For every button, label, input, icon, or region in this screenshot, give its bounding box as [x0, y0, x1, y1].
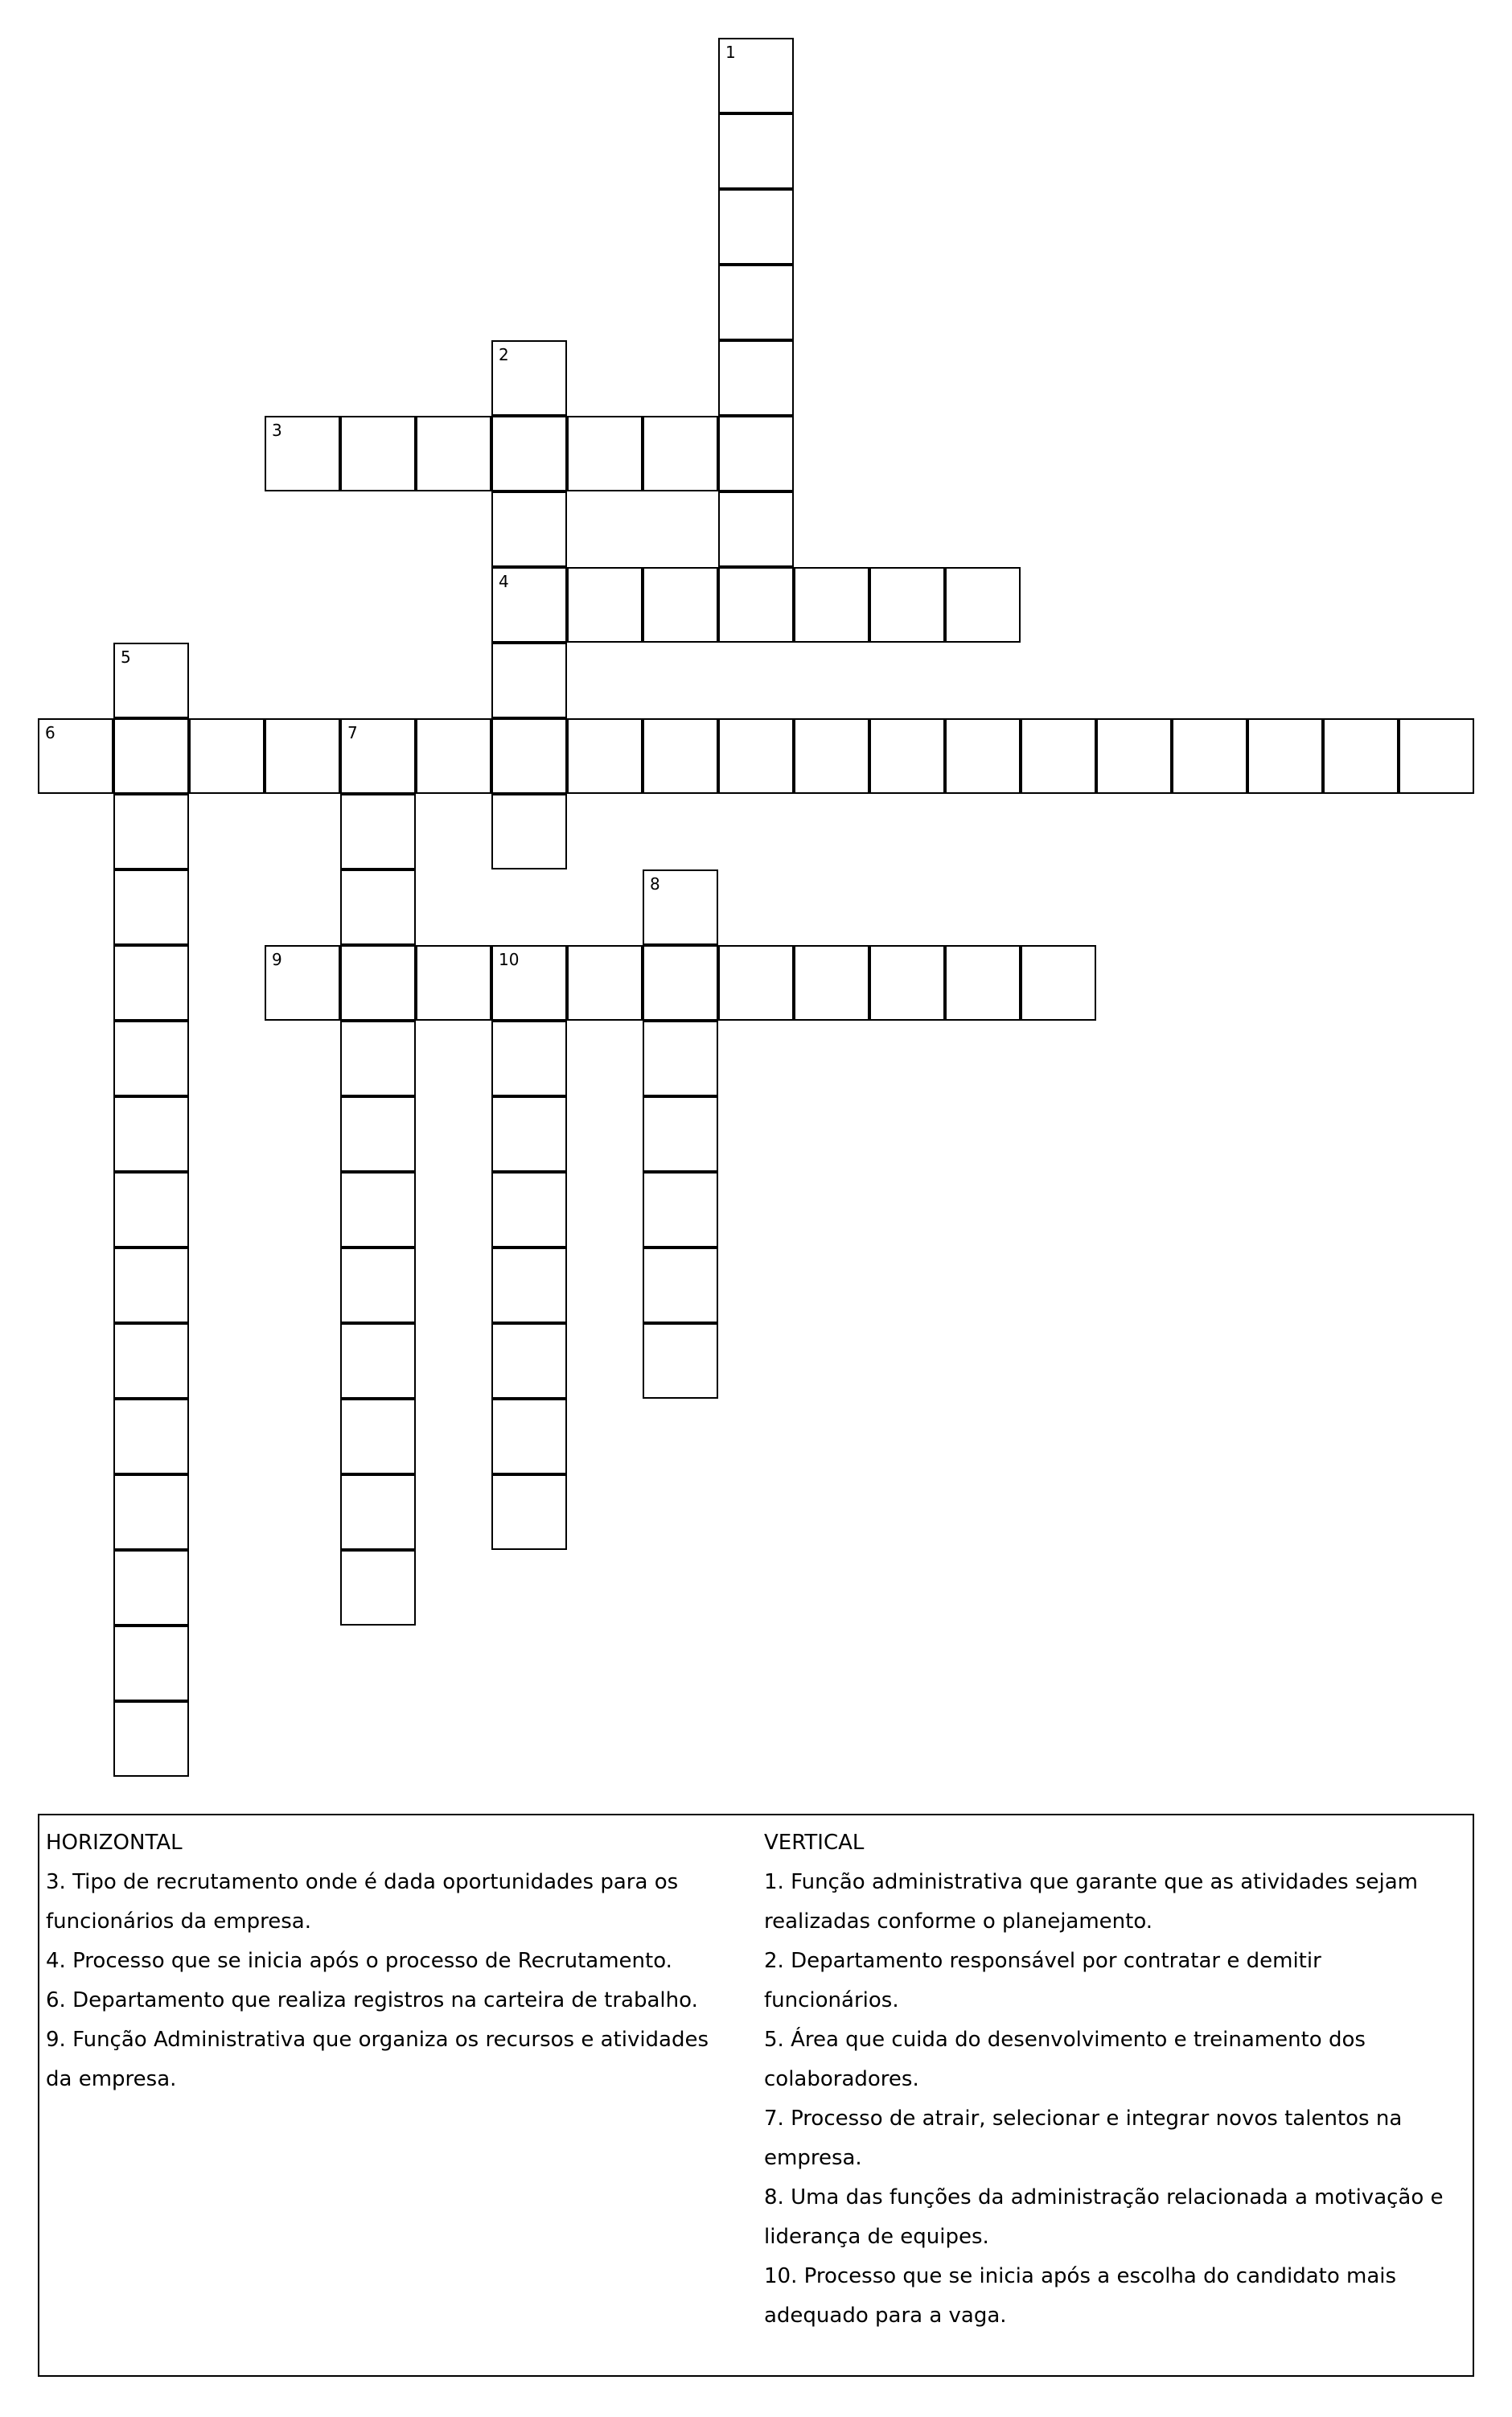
crossword-cell[interactable]	[718, 265, 794, 340]
crossword-cell[interactable]	[1323, 718, 1399, 794]
crossword-cell[interactable]	[491, 1399, 567, 1474]
crossword-cell[interactable]	[643, 718, 718, 794]
crossword-cell[interactable]	[567, 718, 643, 794]
crossword-cell[interactable]	[113, 869, 189, 945]
clue-line: funcionários da empresa.	[46, 1909, 311, 1934]
crossword-cell[interactable]	[113, 643, 189, 718]
crossword-cell[interactable]	[113, 1172, 189, 1248]
crossword-cell[interactable]	[718, 340, 794, 416]
crossword-cell[interactable]	[794, 718, 869, 794]
clue-line: 4. Processo que se inicia após o processo de Recrutamento.	[46, 1949, 672, 1973]
crossword-cell[interactable]	[491, 567, 567, 643]
crossword-cell[interactable]	[113, 1021, 189, 1096]
crossword-cell[interactable]	[718, 945, 794, 1021]
clue-number: 9	[272, 950, 282, 969]
crossword-cell[interactable]	[265, 945, 340, 1021]
crossword-cell[interactable]	[643, 945, 718, 1021]
crossword-cell[interactable]	[794, 567, 869, 643]
crossword-cell[interactable]	[113, 1474, 189, 1550]
clue-line: liderança de equipes.	[764, 2225, 989, 2249]
crossword-cell[interactable]	[340, 1096, 416, 1172]
crossword-cell[interactable]	[869, 945, 945, 1021]
crossword-cell[interactable]	[1172, 718, 1247, 794]
crossword-cell[interactable]	[113, 1701, 189, 1777]
crossword-cell[interactable]	[643, 869, 718, 945]
crossword-cell[interactable]	[491, 1021, 567, 1096]
crossword-cell[interactable]	[567, 945, 643, 1021]
clue-line: empresa.	[764, 2146, 862, 2170]
clue-line: 6. Departamento que realiza registros na carteira de trabalho.	[46, 1988, 698, 2012]
clue-number: 5	[121, 647, 131, 667]
clue-number: 8	[650, 874, 660, 894]
crossword-cell[interactable]	[340, 1399, 416, 1474]
crossword-cell[interactable]	[416, 718, 491, 794]
crossword-cell[interactable]	[113, 1399, 189, 1474]
crossword-cell[interactable]	[113, 794, 189, 869]
crossword-cell[interactable]	[718, 718, 794, 794]
crossword-cell[interactable]	[643, 1021, 718, 1096]
crossword-cell[interactable]	[491, 718, 567, 794]
crossword-cell[interactable]	[1021, 945, 1096, 1021]
crossword-cell[interactable]	[113, 1248, 189, 1323]
clue-line: adequado para a vaga.	[764, 2304, 1007, 2328]
crossword-cell[interactable]	[416, 945, 491, 1021]
clue-line: colaboradores.	[764, 2067, 919, 2091]
crossword-cell[interactable]	[945, 945, 1021, 1021]
crossword-cell[interactable]	[416, 416, 491, 491]
crossword-cell[interactable]	[643, 1323, 718, 1399]
crossword-cell[interactable]	[1021, 718, 1096, 794]
clue-number: 2	[499, 345, 509, 364]
crossword-cell[interactable]	[718, 113, 794, 189]
crossword-cell[interactable]	[718, 38, 794, 113]
crossword-cell[interactable]	[113, 718, 189, 794]
clue-line: 7. Processo de atrair, selecionar e integrar novos talentos na	[764, 2107, 1403, 2131]
crossword-cell[interactable]	[491, 1172, 567, 1248]
crossword-cell[interactable]	[491, 1248, 567, 1323]
crossword-cell[interactable]	[869, 718, 945, 794]
crossword-cell[interactable]	[189, 718, 265, 794]
crossword-cell[interactable]	[491, 1474, 567, 1550]
clue-line: 5. Área que cuida do desenvolvimento e treinamento dos	[764, 2028, 1366, 2052]
crossword-cell[interactable]	[340, 794, 416, 869]
clue-number: 4	[499, 572, 509, 591]
crossword-cell[interactable]	[643, 567, 718, 643]
horizontal-heading: HORIZONTAL	[46, 1831, 183, 1855]
crossword-cell[interactable]	[265, 416, 340, 491]
clue-line: 2. Departamento responsável por contratar e demitir	[764, 1949, 1321, 1973]
crossword-cell[interactable]	[643, 416, 718, 491]
vertical-heading: VERTICAL	[764, 1831, 865, 1855]
clue-line: 9. Função Administrativa que organiza os recursos e atividades	[46, 2028, 709, 2052]
crossword-cell[interactable]	[340, 1248, 416, 1323]
crossword-cell[interactable]	[340, 1323, 416, 1399]
horizontal-clues	[46, 1823, 746, 2099]
crossword-cell[interactable]	[491, 340, 567, 416]
crossword-cell[interactable]	[945, 718, 1021, 794]
crossword-cell[interactable]	[643, 1096, 718, 1172]
crossword-cell[interactable]	[113, 1096, 189, 1172]
crossword-cell[interactable]	[113, 945, 189, 1021]
clue-line: 1. Função administrativa que garante que as atividades sejam	[764, 1870, 1418, 1894]
crossword-cell[interactable]	[718, 567, 794, 643]
crossword-cell[interactable]	[265, 718, 340, 794]
crossword-cell[interactable]	[643, 1248, 718, 1323]
clue-line: realizadas conforme o planejamento.	[764, 1909, 1153, 1934]
clue-line: da empresa.	[46, 2067, 177, 2091]
crossword-cell[interactable]	[718, 189, 794, 265]
crossword-cell[interactable]	[38, 718, 113, 794]
crossword-cell[interactable]	[1247, 718, 1323, 794]
crossword-cell[interactable]	[491, 416, 567, 491]
clue-line: 10. Processo que se inicia após a escolha do candidato mais	[764, 2264, 1397, 2288]
vertical-clues	[764, 1823, 1464, 2336]
clues-box	[38, 1814, 1474, 2377]
crossword-cell[interactable]	[340, 416, 416, 491]
crossword-cell[interactable]	[718, 491, 794, 567]
crossword-cell[interactable]	[491, 794, 567, 869]
crossword-cell[interactable]	[491, 1323, 567, 1399]
crossword-cell[interactable]	[491, 643, 567, 718]
crossword-cell[interactable]	[1096, 718, 1172, 794]
crossword-cell[interactable]	[340, 718, 416, 794]
clue-number: 7	[347, 723, 358, 742]
crossword-cell[interactable]	[113, 1550, 189, 1626]
clue-number: 10	[499, 950, 520, 969]
crossword-cell[interactable]	[718, 416, 794, 491]
crossword-cell[interactable]	[113, 1626, 189, 1701]
clue-line: 8. Uma das funções da administração relacionada a motivação e	[764, 2185, 1444, 2209]
crossword-cell[interactable]	[794, 945, 869, 1021]
crossword-cell[interactable]	[869, 567, 945, 643]
crossword-cell[interactable]	[340, 1550, 416, 1626]
crossword-cell[interactable]	[1399, 718, 1474, 794]
crossword-cell[interactable]	[113, 1323, 189, 1399]
crossword-cell[interactable]	[567, 416, 643, 491]
clue-line: 3. Tipo de recrutamento onde é dada oportunidades para os	[46, 1870, 679, 1894]
crossword-cell[interactable]	[340, 869, 416, 945]
crossword-cell[interactable]	[340, 1172, 416, 1248]
crossword-cell[interactable]	[491, 1096, 567, 1172]
crossword-cell[interactable]	[945, 567, 1021, 643]
crossword-cell[interactable]	[340, 945, 416, 1021]
crossword-cell[interactable]	[567, 567, 643, 643]
clue-number: 6	[45, 723, 55, 742]
crossword-cell[interactable]	[491, 491, 567, 567]
clue-number: 3	[272, 421, 282, 440]
clue-line: funcionários.	[764, 1988, 899, 2012]
crossword-cell[interactable]	[491, 945, 567, 1021]
clue-number: 1	[725, 43, 736, 62]
crossword-cell[interactable]	[643, 1172, 718, 1248]
crossword-cell[interactable]	[340, 1474, 416, 1550]
crossword-cell[interactable]	[340, 1021, 416, 1096]
